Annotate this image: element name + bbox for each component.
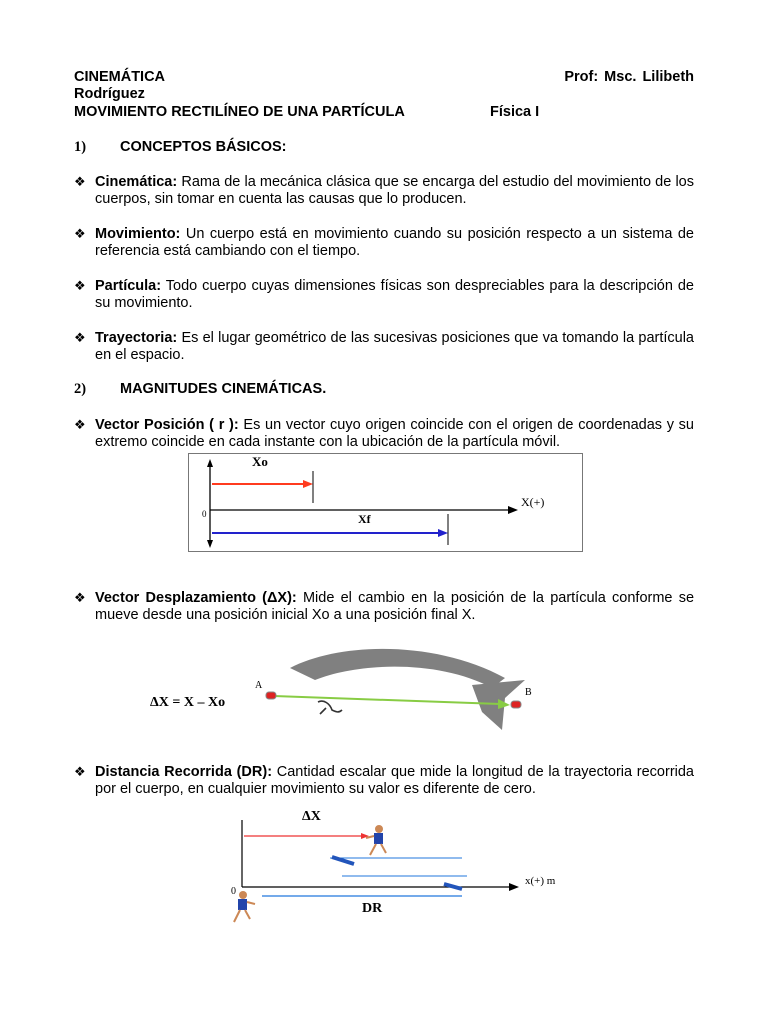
concept-definition: Todo cuerpo cuyas dimensiones físicas son despreciables para la descripción de su movimiento. xyxy=(95,278,694,311)
magnitude-definition: Cantidad escalar que mide la longitud de la trayectoria recorrida por el cuerpo, en cualquier movimiento su valor es diferente de cero. xyxy=(95,764,694,797)
magnitude-definition: Mide el cambio en la posición de la partícula conforme se mueve desde una posición inicial Xo a una posición final X. xyxy=(95,590,695,623)
runner-icon xyxy=(234,891,255,922)
concept-term: Movimiento: xyxy=(95,226,181,242)
magnitude-item xyxy=(74,764,694,798)
section-title: MAGNITUDES CINEMÁTICAS. xyxy=(120,381,327,397)
distance-figure xyxy=(222,805,572,935)
concept-item xyxy=(74,174,694,208)
subject-title: CINEMÁTICA xyxy=(74,69,166,85)
axis-arrow-icon xyxy=(509,883,519,891)
runner-icon xyxy=(366,825,386,855)
diamond-bullet-icon: ❖ xyxy=(74,765,86,780)
concept-item xyxy=(74,226,694,260)
displacement-equation: ΔX = X – Xo xyxy=(150,695,226,710)
concept-term: Cinemática: xyxy=(95,174,178,190)
topic-title: MOVIMIENTO RECTILÍNEO DE UNA PARTÍCULA xyxy=(74,104,405,120)
concept-definition: Rama de la mecánica clásica que se encarga del estudio del movimiento de los cuerpos, sin tomar en cuenta las causas que lo producen. xyxy=(95,174,694,207)
section-title: CONCEPTOS BÁSICOS: xyxy=(120,139,287,155)
magnitude-definition: Es un vector cuyo origen coincide con el origen de coordenadas y su extremo coincide en cada instante con la ubicación de la partícula móvil. xyxy=(95,417,694,450)
displacement-vector xyxy=(274,696,500,704)
curved-path-shape xyxy=(290,649,505,688)
professor-surname: Rodríguez xyxy=(74,86,145,102)
concept-definition: Es el lugar geométrico de las sucesivas posiciones que va tomando la partícula en el espacio. xyxy=(95,330,694,363)
origin-label: 0 xyxy=(231,886,236,897)
magnitude-item xyxy=(74,417,694,451)
turn-marker xyxy=(444,884,462,889)
concept-definition: Un cuerpo está en movimiento cuando su posición respecto a un sistema de referencia está cambiando con el tiempo. xyxy=(95,226,694,259)
magnitude-item xyxy=(74,590,694,624)
point-b-marker xyxy=(511,701,521,708)
point-a-label: A xyxy=(255,680,263,691)
origin-label: 0 xyxy=(202,509,207,519)
section-heading-1 xyxy=(74,139,287,156)
concept-term: Partícula: xyxy=(95,278,162,294)
concept-term: Trayectoria: xyxy=(95,330,178,346)
diamond-bullet-icon: ❖ xyxy=(74,175,86,190)
axis-label: x(+) m xyxy=(525,875,556,887)
section-number: 2) xyxy=(74,381,87,397)
point-b-label: B xyxy=(525,687,532,698)
dr-label: DR xyxy=(362,901,383,916)
diamond-bullet-icon: ❖ xyxy=(74,331,86,346)
xo-label: Xo xyxy=(252,454,268,469)
delta-x-label: ΔX xyxy=(302,809,321,824)
section-number: 1) xyxy=(74,139,87,155)
sketch-mark-icon xyxy=(318,701,342,714)
point-a-marker xyxy=(266,692,276,699)
section-heading-2 xyxy=(74,381,326,398)
magnitude-term: Distancia Recorrida (DR): xyxy=(95,764,273,780)
magnitude-term: Vector Desplazamiento (ΔX): xyxy=(95,590,297,606)
concept-item xyxy=(74,278,694,312)
xf-label: Xf xyxy=(358,512,371,526)
diamond-bullet-icon: ❖ xyxy=(74,279,86,294)
diamond-bullet-icon: ❖ xyxy=(74,591,86,606)
course-name: Física I xyxy=(490,104,540,120)
diamond-bullet-icon: ❖ xyxy=(74,227,86,242)
axis-label: X(+) xyxy=(521,495,545,509)
position-vector-figure xyxy=(188,453,584,553)
displacement-figure xyxy=(150,640,550,740)
professor-label: Prof: Msc. Lilibeth xyxy=(564,69,694,85)
concept-item xyxy=(74,330,694,364)
diamond-bullet-icon: ❖ xyxy=(74,418,86,433)
magnitude-term: Vector Posición ( r ): xyxy=(95,417,239,433)
